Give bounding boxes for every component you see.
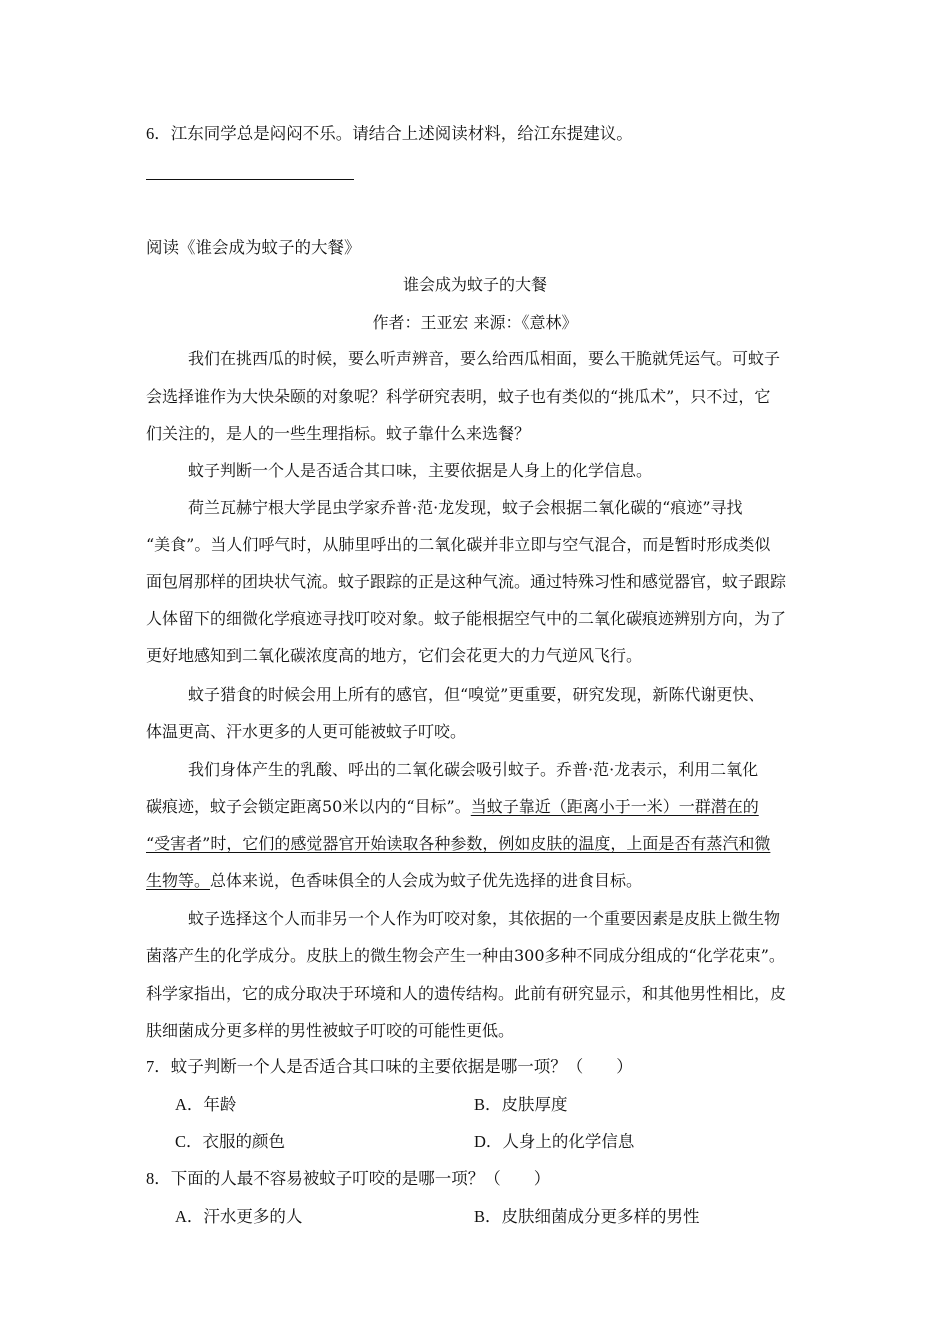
paragraph-line: 科学家指出，它的成分取决于环境和人的遗传结构。此前有研究显示，和其他男性相比，皮: [146, 984, 787, 1003]
paragraph-line: 蚊子判断一个人是否适合其口味，主要依据是人身上的化学信息。: [188, 461, 653, 480]
q8-option-a[interactable]: A．汗水更多的人: [175, 1207, 303, 1226]
paragraph-line: 菌落产生的化学成分。皮肤上的微生物会产生一种由300多种不同成分组成的“化学花束”。: [146, 946, 785, 965]
question-7: 7．蚊子判断一个人是否适合其口味的主要依据是哪一项？（ ）: [146, 1057, 633, 1076]
paragraph-line: 我们在挑西瓜的时候，要么听声辨音，要么给西瓜相面，要么干脆就凭运气。可蚊子: [188, 349, 781, 368]
paragraph-line: 面包屑那样的团块状气流。蚊子跟踪的正是这种气流。通过特殊习性和感觉器官，蚊子跟踪: [146, 572, 787, 591]
paragraph-line: “美食”。当人们呼气时，从肺里呼出的二氧化碳并非立即与空气混合，而是暂时形成类似: [146, 535, 771, 554]
q8-option-b[interactable]: B．皮肤细菌成分更多样的男性: [474, 1207, 700, 1226]
q7-option-c[interactable]: C．衣服的颜色: [175, 1132, 286, 1151]
paragraph-line: 们关注的，是人的一些生理指标。蚊子靠什么来选餐？: [146, 424, 531, 443]
q7-option-d[interactable]: D．人身上的化学信息: [474, 1132, 635, 1151]
question-6: 6．江东同学总是闷闷不乐。请结合上述阅读材料，给江东提建议。: [146, 124, 633, 143]
paragraph-line: 蚊子选择这个人而非另一个人作为叮咬对象，其依据的一个重要因素是皮肤上微生物: [188, 909, 781, 928]
underlined-sentence: 当蚊子靠近（距离小于一米）一群潜在的: [470, 797, 759, 816]
paragraph-line: [146, 797, 820, 817]
underlined-sentence-end: 生物等。: [146, 871, 211, 890]
paragraph-line: 更好地感知到二氧化碳浓度高的地方，它们会花更大的力气逆风飞行。: [146, 646, 643, 665]
q7-option-b[interactable]: B．皮肤厚度: [474, 1095, 568, 1114]
reading-intro: 阅读《谁会成为蚊子的大餐》: [146, 238, 361, 257]
paragraph-line: 荷兰瓦赫宁根大学昆虫学家乔普·范·龙发现，蚊子会根据二氧化碳的“痕迹”寻找: [188, 498, 743, 517]
paragraph-line: 人体留下的细微化学痕迹寻找叮咬对象。蚊子能根据空气中的二氧化碳痕迹辨别方向，为了: [146, 609, 787, 628]
paragraph-text: 总体来说，色香味俱全的人会成为蚊子优先选择的进食目标。: [210, 871, 643, 890]
paragraph-line: 体温更高、汗水更多的人更可能被蚊子叮咬。: [146, 722, 467, 741]
article-byline: 作者：王亚宏 来源：《意林》: [372, 313, 578, 332]
article-title: 谁会成为蚊子的大餐: [402, 275, 547, 294]
paragraph-line: 会选择谁作为大快朵颐的对象呢？科学研究表明，蚊子也有类似的“挑瓜术”，只不过，它: [146, 387, 771, 406]
q7-option-a[interactable]: A．年龄: [175, 1095, 237, 1114]
answer-blank-line[interactable]: [146, 179, 354, 180]
question-8: 8．下面的人最不容易被蚊子叮咬的是哪一项？（ ）: [146, 1169, 551, 1188]
paragraph-line: 肤细菌成分更多样的男性被蚊子叮咬的可能性更低。: [146, 1021, 515, 1040]
paragraph-text: 碳痕迹，蚊子会锁定距离50米以内的“目标”。: [146, 797, 471, 816]
paragraph-line: 蚊子猎食的时候会用上所有的感官，但“嗅觉”更重要，研究发现，新陈代谢更快、: [188, 685, 765, 704]
paragraph-line: 我们身体产生的乳酸、呼出的二氧化碳会吸引蚊子。乔普·范·龙表示，利用二氧化: [188, 760, 759, 779]
underlined-sentence-line: “受害者”时，它们的感觉器官开始读取各种参数，例如皮肤的温度，上面是否有蒸汽和微: [146, 834, 771, 853]
paragraph-line: [146, 871, 820, 891]
